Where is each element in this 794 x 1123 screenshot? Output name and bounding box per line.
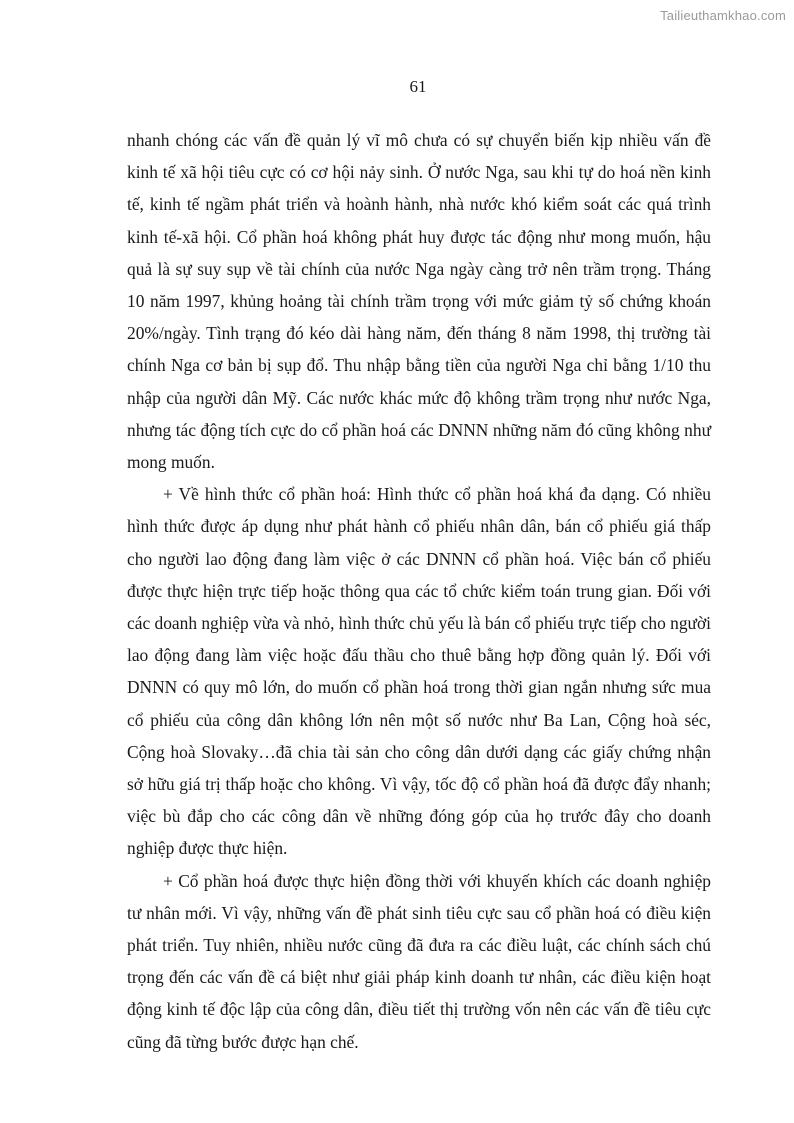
paragraph-privatization-forms: + Về hình thức cổ phần hoá: Hình thức cổ phần hoá khá đa dạng. Có nhiều hình thức được áp dụng như phát hành cổ phiếu nhân dân, bán cổ phiếu giá thấp cho người lao động đang làm việc ở các DNNN cổ phần hoá. Việc bán cổ phiếu được thực hiện trực tiếp hoặc thông qua các tổ chức kiểm toán trung gian. Đối với các doanh nghiệp vừa và nhỏ, hình thức chủ yếu là bán cổ phiếu trực tiếp cho người lao động đang làm việc hoặc đấu thầu cho thuê bằng hợp đồng quản lý. Đối với DNNN có quy mô lớn, do muốn cổ phần hoá trong thời gian ngắn nhưng sức mua cổ phiếu của công dân không lớn nên một số nước như Ba Lan, Cộng hoà séc, Cộng hoà Slovaky…đã chia tài sản cho công dân dưới dạng các giấy chứng nhận sở hữu giá trị thấp hoặc cho không. Vì vậy, tốc độ cổ phần hoá đã được đẩy nhanh; việc bù đắp cho các công dân về những đóng góp của họ trước đây cho doanh nghiệp được thực hiện. <box>127 484 711 859</box>
paragraph-continuation: nhanh chóng các vấn đề quản lý vĩ mô chưa có sự chuyển biến kịp nhiều vấn đề kinh tế xã hội tiêu cực có cơ hội nảy sinh. Ở nước Nga, sau khi tự do hoá nền kinh tế, kinh tế ngầm phát triển và hoành hành, nhà nước khó kiểm soát các quá trình kinh tế-xã hội. Cổ phần hoá không phát huy được tác động như mong muốn, hậu quả là sự suy sụp về tài chính của nước Nga ngày càng trở nên trầm trọng. Tháng 10 năm 1997, khủng hoảng tài chính trầm trọng với mức giảm tỷ số chứng khoán 20%/ngày. Tình trạng đó kéo dài hàng năm, đến tháng 8 năm 1998, thị trường tài chính Nga cơ bản bị sụp đổ. Thu nhập bằng tiền của người Nga chỉ bằng 1/10 thu nhập của người dân Mỹ. Các nước khác mức độ không trầm trọng như nước Nga, nhưng tác động tích cực do cổ phần hoá các DNNN những năm đó cũng không như mong muốn. <box>127 130 711 473</box>
page-number: 61 <box>409 77 427 96</box>
document-body <box>127 124 711 1058</box>
watermark-text: Tailieuthamkhao.com <box>660 8 786 23</box>
paragraph-private-enterprises: + Cổ phần hoá được thực hiện đồng thời với khuyến khích các doanh nghiệp tư nhân mới. Vì vậy, những vấn đề phát sinh tiêu cực sau cổ phần hoá có điều kiện phát triển. Tuy nhiên, nhiều nước cũng đã đưa ra các điều luật, các chính sách chú trọng đến các vấn đề cá biệt như giải pháp kinh doanh tư nhân, các điều kiện hoạt động kinh tế độc lập của công dân, điều tiết thị trường vốn nên các vấn đề tiêu cực cũng đã từng bước được hạn chế. <box>127 870 711 1052</box>
